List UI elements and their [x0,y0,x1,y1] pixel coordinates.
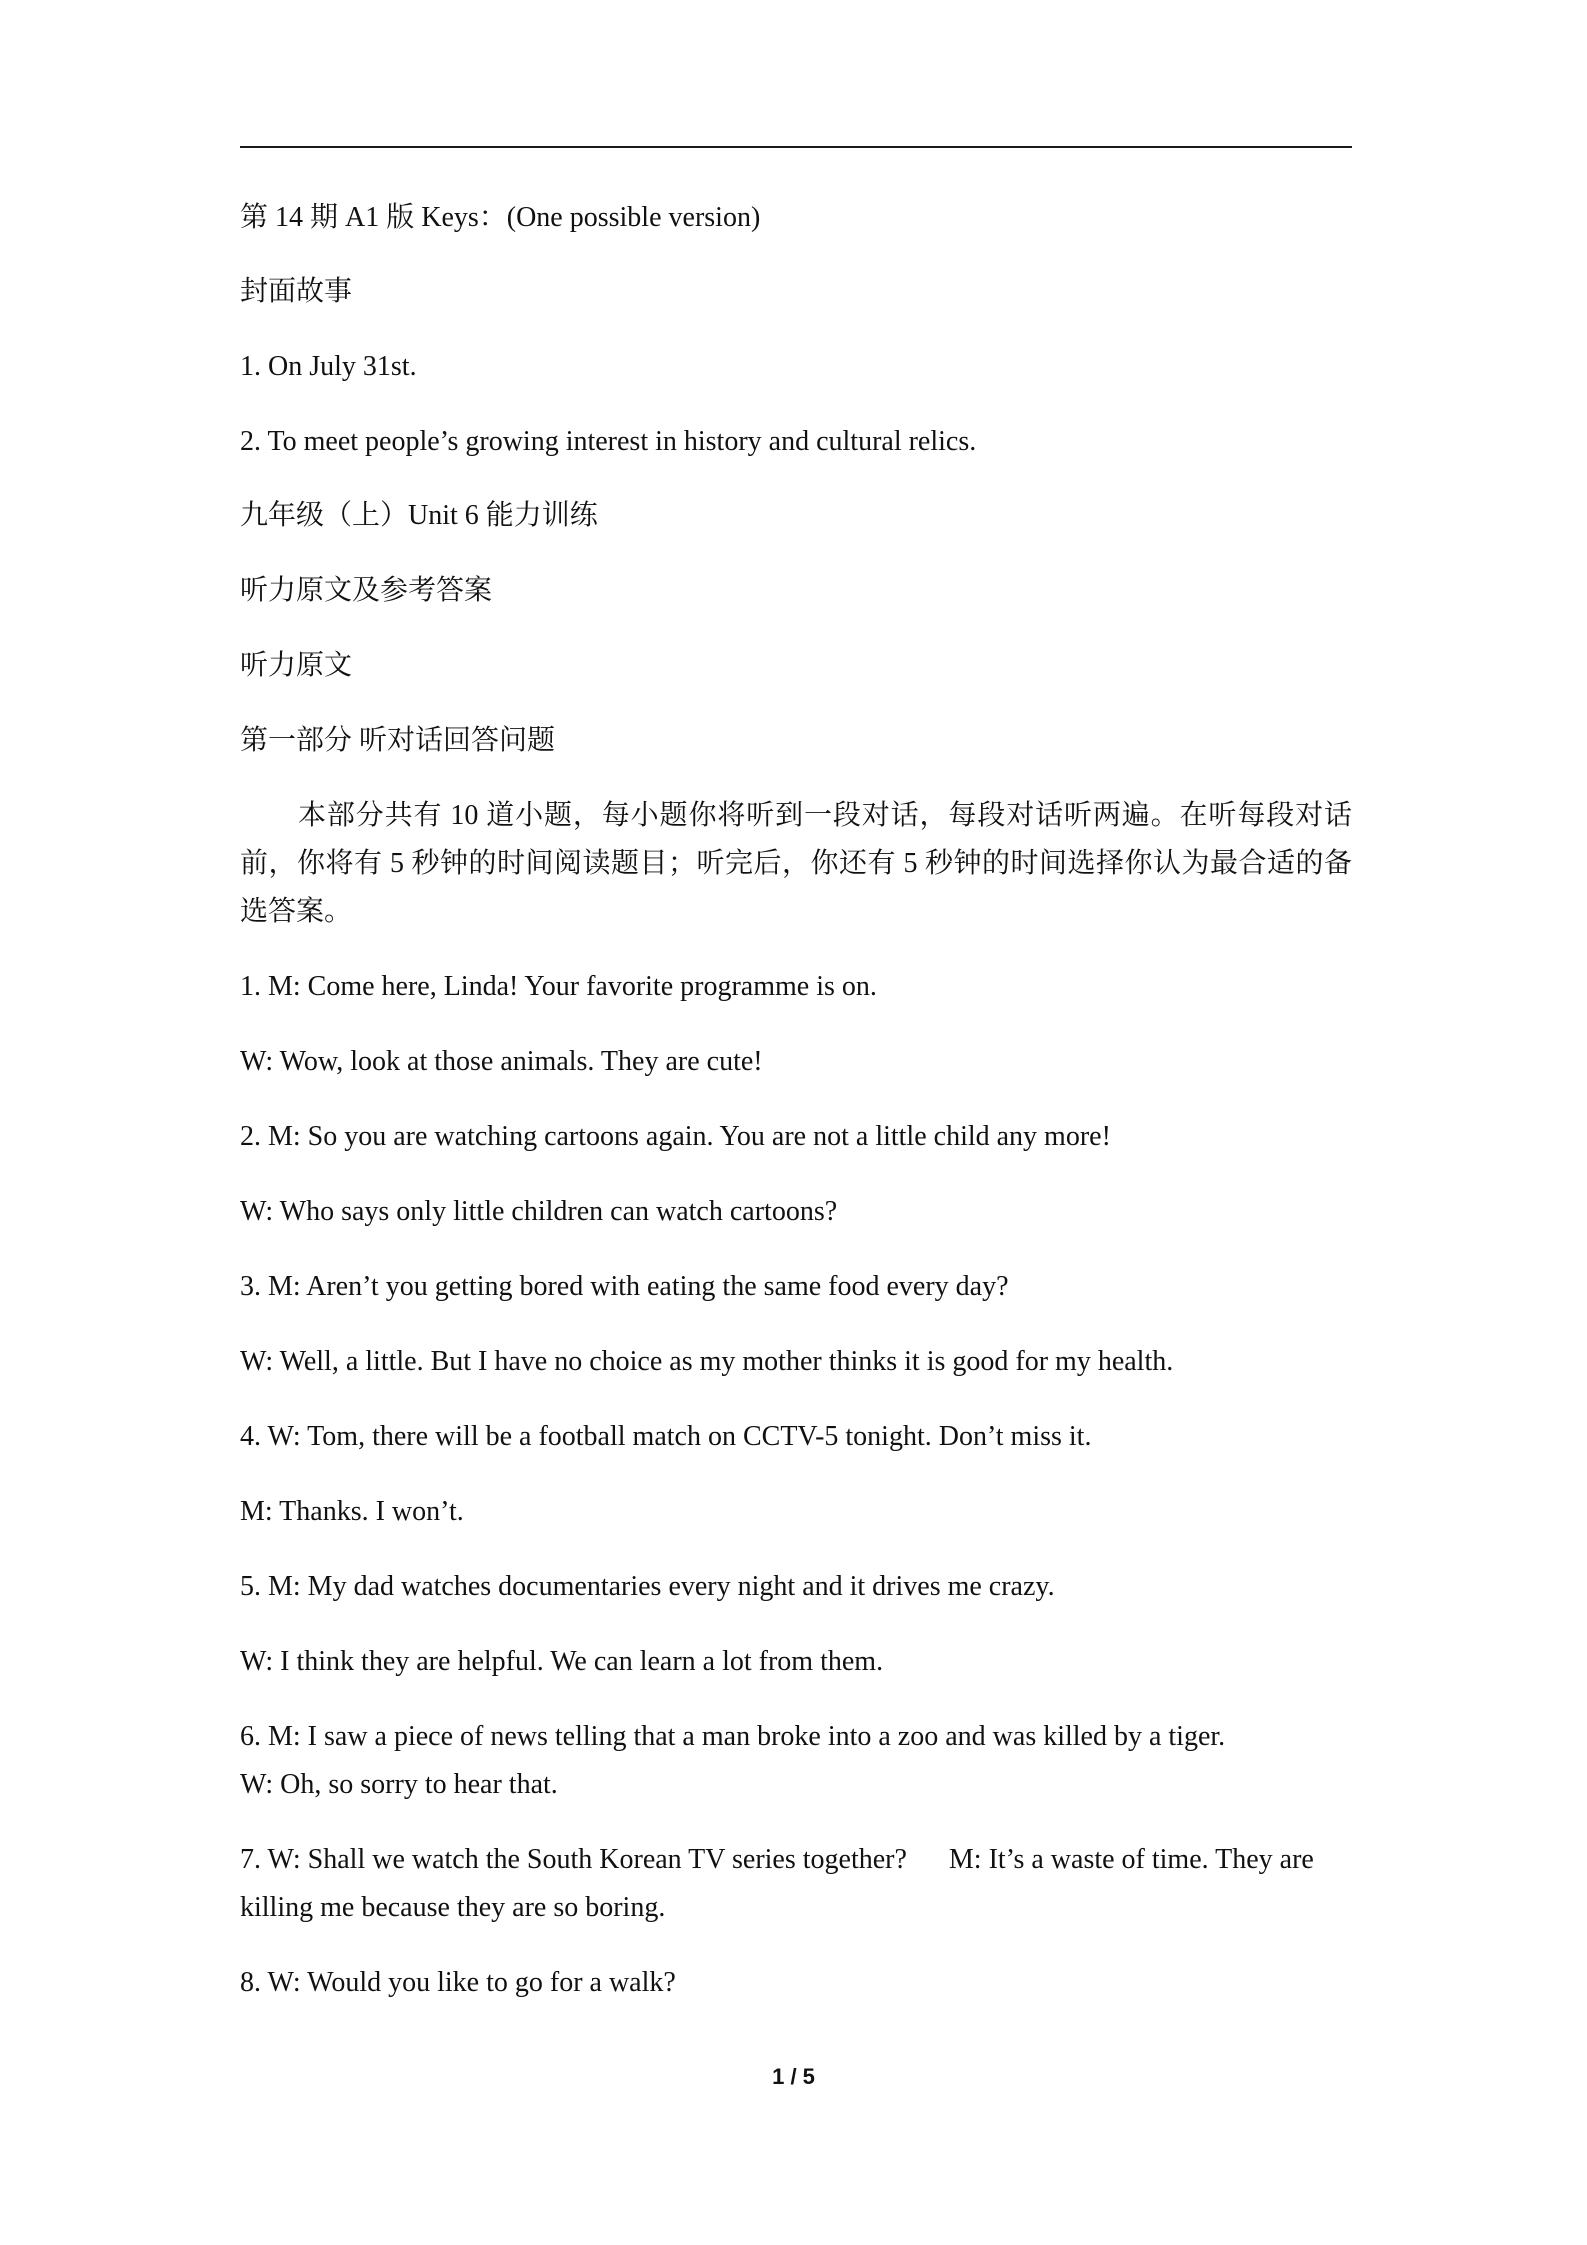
dialogue-line: W: Wow, look at those animals. They are cute! [240,1046,763,1077]
dialogue-line: 2. M: So you are watching cartoons again. You are not a little child any more! [240,1121,1111,1152]
part1-instructions: 本部分共有 10 道小题，每小题你将听到一段对话，每段对话听两遍。在听每段对话前，你将有 5 秒钟的时间阅读题目；听完后，你还有 5 秒钟的时间选择你认为最合适的备选答案。 [240,800,1352,927]
cover-answer: 1. On July 31st. [240,351,417,382]
dialogue-line: 6. M: I saw a piece of news telling that a man broke into a zoo and was killed by a tiger. [240,1721,1226,1752]
dialogue-line: 3. M: Aren’t you getting bored with eating the same food every day? [240,1271,1009,1302]
dialogue-line: W: Well, a little. But I have no choice as my mother thinks it is good for my health. [240,1346,1174,1377]
page-number: 1 / 5 [772,2064,815,2089]
header-rule [240,146,1352,148]
cover-story-title: 封面故事 [240,276,353,307]
dialogue-line: 4. W: Tom, there will be a football match on CCTV-5 tonight. Don’t miss it. [240,1421,1092,1452]
dialogue-line: 7. W: Shall we watch the South Korean TV series together? M: It’s a waste of time. They are killing me because they are so boring. [240,1844,1321,1923]
listening-text-title: 听力原文 [240,650,353,681]
dialogue-line: 1. M: Come here, Linda! Your favorite programme is on. [240,971,877,1002]
cover-answer: 2. To meet people’s growing interest in history and cultural relics. [240,426,977,457]
dialogue-line: W: Who says only little children can watch cartoons? [240,1196,838,1227]
dialogue-line: 8. W: Would you like to go for a walk? [240,1967,676,1998]
dialogue-line: 5. M: My dad watches documentaries every night and it drives me crazy. [240,1571,1055,1602]
unit-title: 九年级（上）Unit 6 能力训练 [240,500,598,531]
part1-title: 第一部分 听对话回答问题 [240,725,556,756]
dialogue-line: W: Oh, so sorry to hear that. [240,1769,558,1800]
dialogue-line: W: I think they are helpful. We can learn a lot from them. [240,1646,884,1677]
listening-title: 听力原文及参考答案 [240,575,493,606]
dialogue-line: M: Thanks. I won’t. [240,1496,464,1527]
keys-heading: 第 14 期 A1 版 Keys：(One possible version) [240,202,761,233]
